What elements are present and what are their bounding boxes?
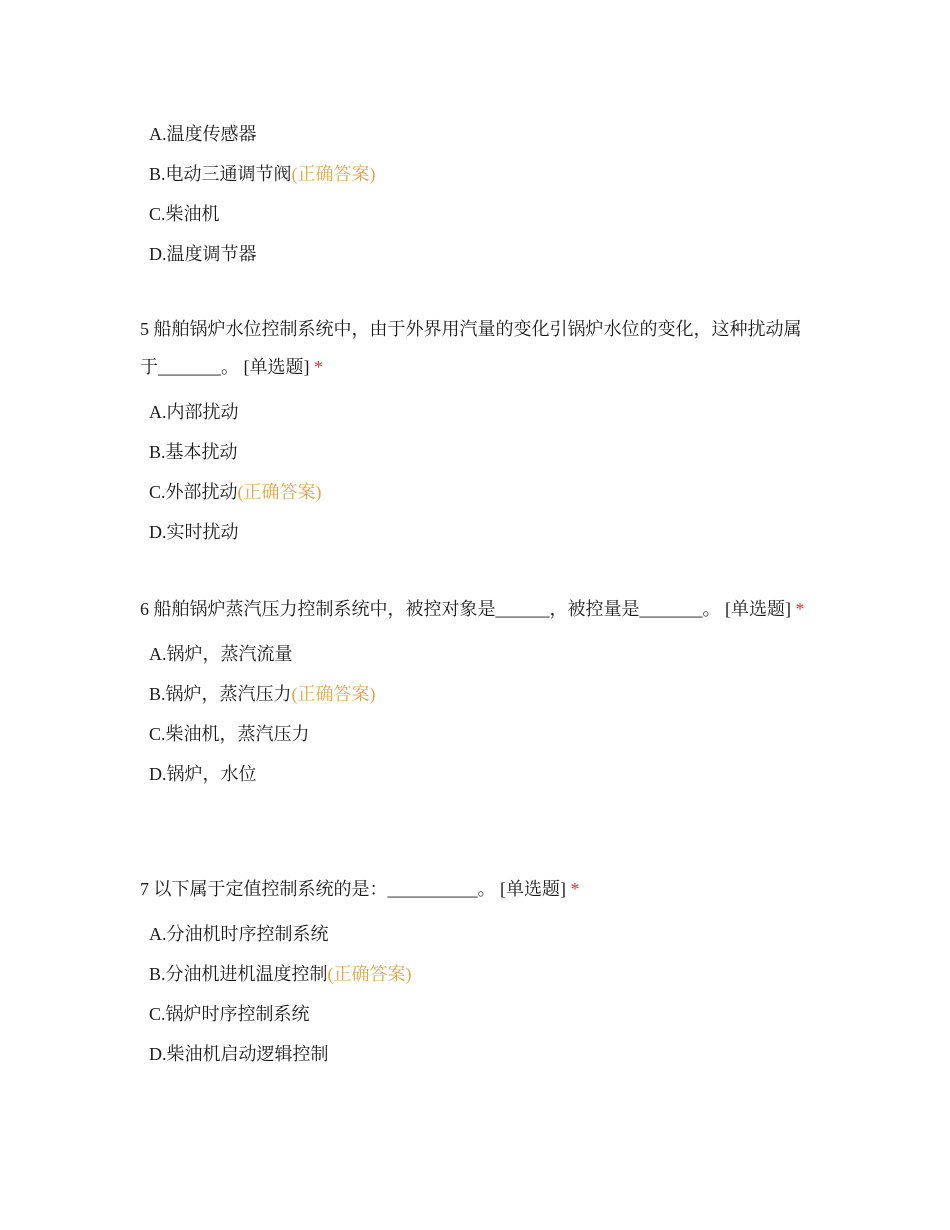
option-text: B.分油机进机温度控制 <box>149 964 328 984</box>
question-4-option-b <box>149 154 812 194</box>
question-5-option-c <box>149 472 812 512</box>
correct-answer-label: (正确答案) <box>237 482 322 502</box>
question-4 <box>140 114 812 274</box>
option-text: A.锅炉，蒸汽流量 <box>149 644 293 664</box>
question-stem: 6 船舶锅炉蒸汽压力控制系统中，被控对象是______，被控量是_______。 [单选题] <box>140 599 791 619</box>
option-text: D.柴油机启动逻辑控制 <box>149 1044 329 1064</box>
question-6-options <box>140 634 812 794</box>
question-4-option-a <box>149 114 812 154</box>
question-6-option-c <box>149 714 812 754</box>
question-7-option-b <box>149 954 812 994</box>
question-6-option-b <box>149 674 812 714</box>
question-5-options <box>140 392 812 552</box>
question-5-text <box>140 310 812 386</box>
option-text: A.分油机时序控制系统 <box>149 924 329 944</box>
required-mark: * <box>314 357 323 377</box>
question-5 <box>140 310 812 552</box>
question-6-option-d <box>149 754 812 794</box>
question-stem: 5 船舶锅炉水位控制系统中，由于外界用汽量的变化引锅炉水位的变化，这种扰动属于_______。 [单选题] <box>140 319 802 377</box>
correct-answer-label: (正确答案) <box>291 684 376 704</box>
required-mark: * <box>570 879 580 899</box>
question-6-text <box>140 590 812 628</box>
question-5-option-a <box>149 392 812 432</box>
question-5-option-d <box>149 512 812 552</box>
question-7-option-d <box>149 1034 812 1074</box>
option-text: C.柴油机 <box>149 204 220 224</box>
option-text: A.温度传感器 <box>149 124 257 144</box>
question-7 <box>140 870 812 1074</box>
question-4-options <box>140 114 812 274</box>
option-text: D.实时扰动 <box>149 522 239 542</box>
question-4-option-c <box>149 194 812 234</box>
option-text: B.锅炉，蒸汽压力 <box>149 684 292 704</box>
question-7-options <box>140 914 812 1074</box>
option-text: D.锅炉，水位 <box>149 764 257 784</box>
option-text: C.外部扰动 <box>149 482 238 502</box>
option-text: B.电动三通调节阀 <box>149 164 292 184</box>
question-4-option-d <box>149 234 812 274</box>
question-6-option-a <box>149 634 812 674</box>
required-mark: * <box>795 599 805 619</box>
question-5-option-b <box>149 432 812 472</box>
option-text: C.柴油机，蒸汽压力 <box>149 724 310 744</box>
question-7-text <box>140 870 812 908</box>
correct-answer-label: (正确答案) <box>327 964 412 984</box>
correct-answer-label: (正确答案) <box>291 164 376 184</box>
option-text: B.基本扰动 <box>149 442 238 462</box>
option-text: D.温度调节器 <box>149 244 257 264</box>
question-7-option-a <box>149 914 812 954</box>
question-6 <box>140 590 812 794</box>
option-text: C.锅炉时序控制系统 <box>149 1004 310 1024</box>
option-text: A.内部扰动 <box>149 402 239 422</box>
question-stem: 7 以下属于定值控制系统的是：__________。 [单选题] <box>140 879 566 899</box>
question-7-option-c <box>149 994 812 1034</box>
